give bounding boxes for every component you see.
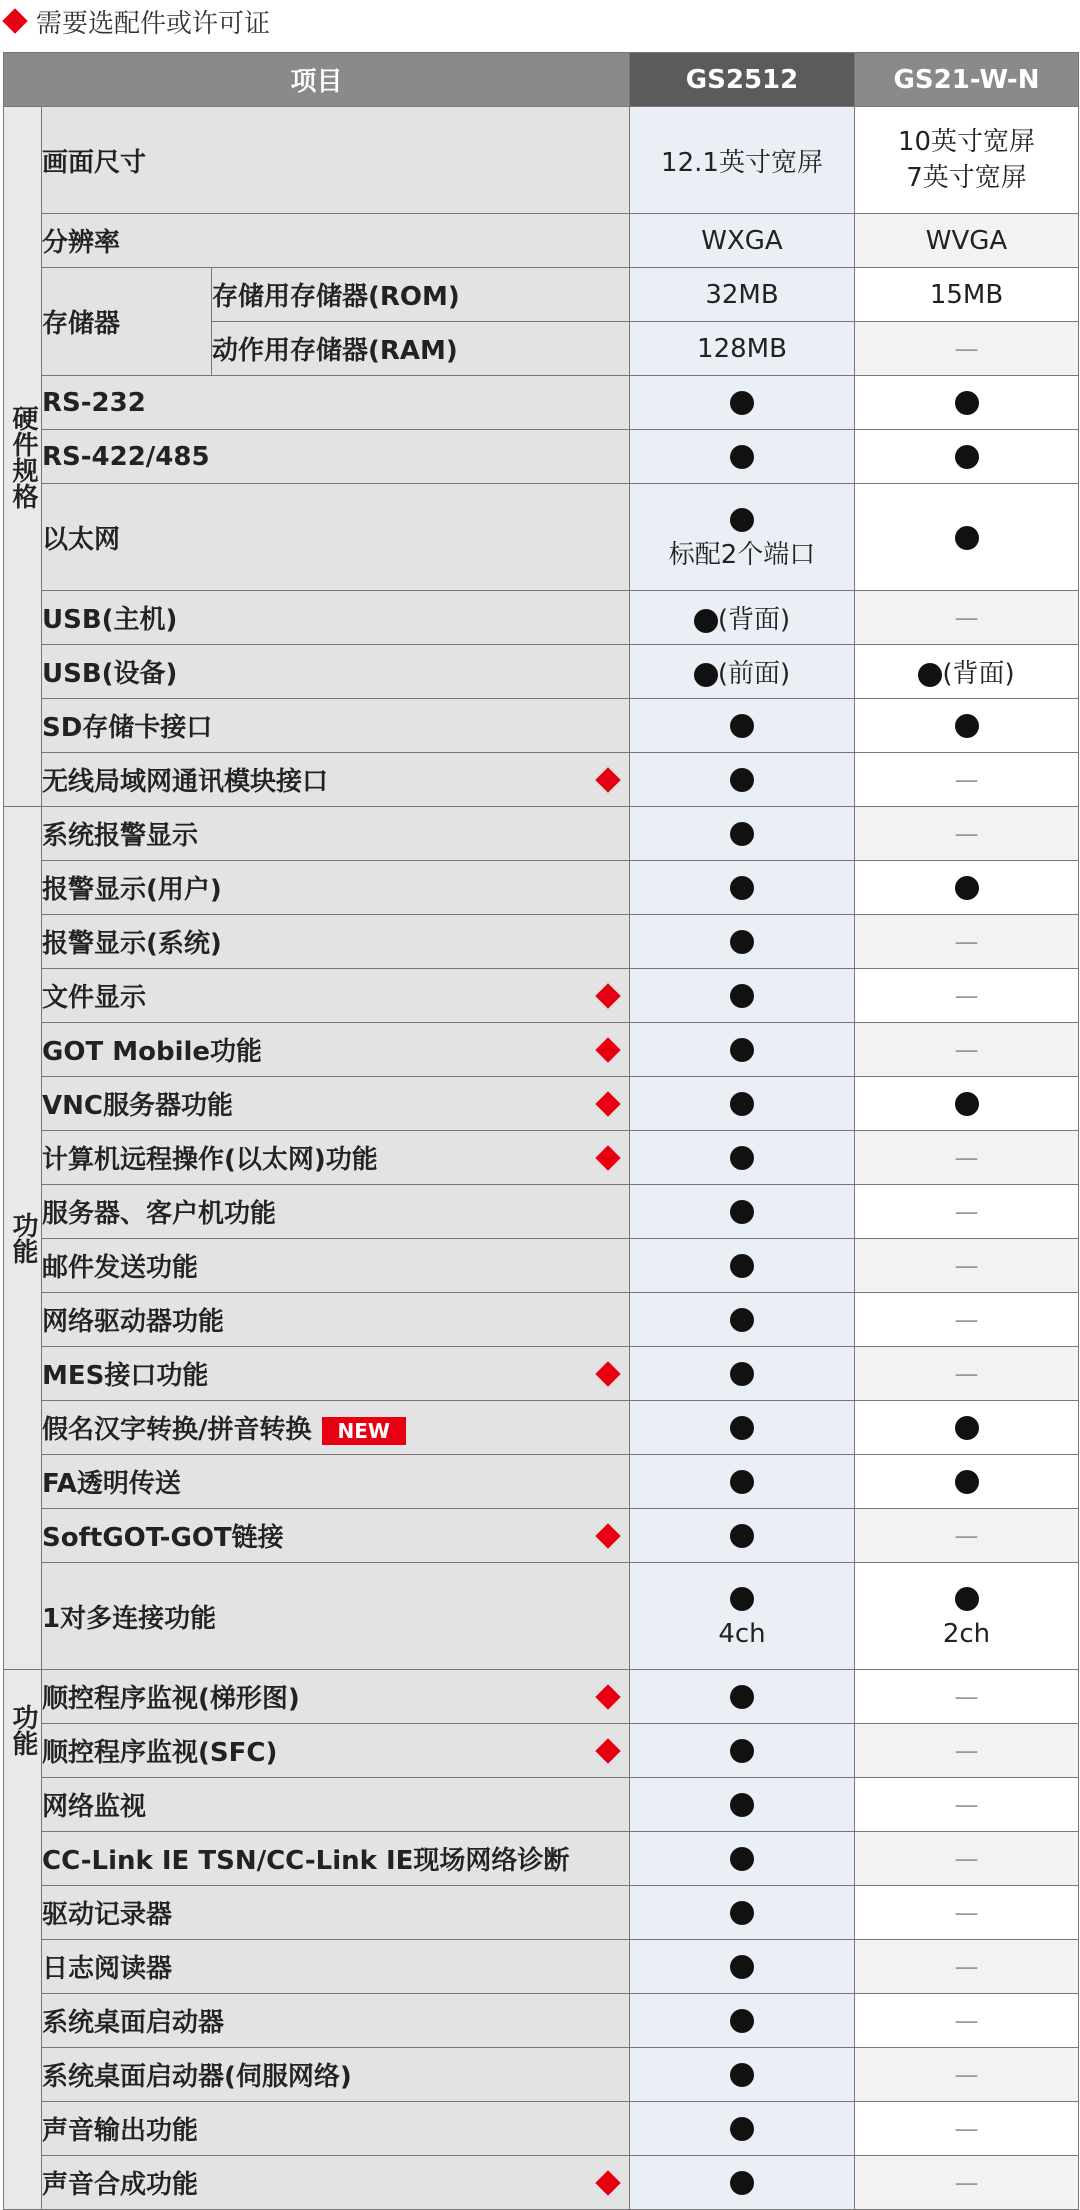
table-header-row (4, 53, 1079, 107)
cell-gs2512 (630, 1293, 855, 1347)
table-row (4, 2102, 1079, 2156)
cell-gs21 (855, 753, 1079, 807)
table-row (4, 1509, 1079, 1563)
filled-dot-icon (730, 1955, 754, 1979)
cell-gs2512 (630, 1509, 855, 1563)
diamond-icon (595, 2170, 620, 2195)
row-label: 系统桌面启动器(伺服网络) (42, 2048, 630, 2102)
new-badge: NEW (322, 1417, 406, 1445)
row-label: 服务器、客户机功能 (42, 1185, 630, 1239)
dash: — (954, 1682, 979, 1711)
category-function (4, 1670, 42, 2210)
dash: — (954, 819, 979, 848)
table-row (4, 1185, 1079, 1239)
cell-text: (前面) (717, 659, 791, 689)
cell-gs2512 (630, 430, 855, 484)
filled-dot-icon (730, 1254, 754, 1278)
diamond-icon (595, 1523, 620, 1548)
cell-gs2512 (630, 484, 855, 591)
cell-gs2512: 128MB (630, 322, 855, 376)
filled-dot-icon (694, 663, 718, 687)
dash: — (954, 2006, 979, 2035)
filled-dot-icon (730, 1793, 754, 1817)
row-label-cell (42, 969, 630, 1023)
table-row (4, 1293, 1079, 1347)
table-row (4, 1077, 1079, 1131)
diamond-icon (595, 983, 620, 1008)
cell-gs21 (855, 1940, 1079, 1994)
cell-gs2512: WXGA (630, 214, 855, 268)
row-label: 报警显示(用户) (42, 861, 630, 915)
cell-gs2512 (630, 915, 855, 969)
cell-gs2512 (630, 969, 855, 1023)
cell-gs21: WVGA (855, 214, 1079, 268)
dash: — (954, 1035, 979, 1064)
row-label: USB(主机) (42, 591, 630, 645)
filled-dot-icon (955, 1416, 979, 1440)
row-label: 假名汉字转换/拼音转换 (42, 1415, 312, 1445)
cell-gs2512 (630, 1994, 855, 2048)
dash: — (954, 1143, 979, 1172)
row-label-cell (42, 1347, 630, 1401)
filled-dot-icon (730, 445, 754, 469)
filled-dot-icon (730, 2009, 754, 2033)
cell-gs21 (855, 484, 1079, 591)
cell-gs21 (855, 1509, 1079, 1563)
table-row (4, 484, 1079, 591)
dash: — (954, 981, 979, 1010)
row-label: SD存储卡接口 (42, 699, 630, 753)
row-label-cell (42, 2156, 630, 2210)
row-label: 网络监视 (42, 1778, 630, 1832)
cell-gs21 (855, 699, 1079, 753)
cell-gs2512 (630, 2102, 855, 2156)
row-label: SoftGOT-GOT链接 (42, 1523, 284, 1553)
cell-gs21 (855, 1994, 1079, 2048)
header-item: 项目 (4, 53, 630, 107)
cell-gs21 (855, 107, 1079, 214)
cell-gs2512 (630, 1239, 855, 1293)
table-row (4, 1832, 1079, 1886)
table-row (4, 1670, 1079, 1724)
table-row (4, 1131, 1079, 1185)
row-label: 系统报警显示 (42, 807, 630, 861)
filled-dot-icon (694, 609, 718, 633)
row-label: 文件显示 (42, 983, 147, 1013)
cell-gs21 (855, 1401, 1079, 1455)
filled-dot-icon (730, 2171, 754, 2195)
cell-gs2512 (630, 753, 855, 807)
table-row (4, 430, 1079, 484)
cell-gs21 (855, 1724, 1079, 1778)
row-label: 分辨率 (42, 214, 630, 268)
row-label-cell (42, 1131, 630, 1185)
table-row (4, 1239, 1079, 1293)
cell-gs21 (855, 1778, 1079, 1832)
cell-gs21 (855, 861, 1079, 915)
row-label: 网络驱动器功能 (42, 1293, 630, 1347)
row-label: 系统桌面启动器 (42, 1994, 630, 2048)
table-row (4, 1778, 1079, 1832)
dash: — (954, 927, 979, 956)
filled-dot-icon (730, 1038, 754, 1062)
cell-gs21 (855, 969, 1079, 1023)
category-label: 功能 (8, 1703, 38, 1756)
row-label: CC-Link IE TSN/CC-Link IE现场网络诊断 (42, 1832, 630, 1886)
cell-line: 10英寸宽屏 (897, 127, 1036, 157)
table-row (4, 645, 1079, 699)
cell-gs21 (855, 1563, 1079, 1670)
diamond-icon (595, 1361, 620, 1386)
row-label: 计算机远程操作(以太网)功能 (42, 1145, 378, 1175)
filled-dot-icon (955, 1470, 979, 1494)
cell-gs21 (855, 1670, 1079, 1724)
cell-gs21 (855, 376, 1079, 430)
filled-dot-icon (730, 768, 754, 792)
row-label: 驱动记录器 (42, 1886, 630, 1940)
filled-dot-icon (955, 391, 979, 415)
cell-gs21 (855, 2048, 1079, 2102)
filled-dot-icon (730, 391, 754, 415)
dash: — (954, 1736, 979, 1765)
row-label: 声音输出功能 (42, 2102, 630, 2156)
dash: — (954, 1359, 979, 1388)
cell-gs2512: 32MB (630, 268, 855, 322)
table-row (4, 1994, 1079, 2048)
cell-gs21 (855, 807, 1079, 861)
row-label: 存储器 (42, 268, 212, 376)
row-label-cell (42, 1023, 630, 1077)
cell-gs2512 (630, 1347, 855, 1401)
dash: — (954, 1521, 979, 1550)
cell-gs21 (855, 915, 1079, 969)
dash: — (954, 2168, 979, 2197)
table-row (4, 753, 1079, 807)
table-row (4, 1563, 1079, 1670)
filled-dot-icon (730, 1901, 754, 1925)
cell-gs21 (855, 1131, 1079, 1185)
dash: — (954, 1197, 979, 1226)
table-row (4, 861, 1079, 915)
row-label: 无线局域网通讯模块接口 (42, 767, 329, 797)
cell-gs21 (855, 1886, 1079, 1940)
filled-dot-icon (955, 714, 979, 738)
row-label: USB(设备) (42, 645, 630, 699)
cell-gs21 (855, 322, 1079, 376)
table-row (4, 214, 1079, 268)
cell-gs2512 (630, 1023, 855, 1077)
filled-dot-icon (730, 714, 754, 738)
table-row (4, 1886, 1079, 1940)
table-row (4, 1940, 1079, 1994)
filled-dot-icon (730, 1524, 754, 1548)
category-label: 硬件规格 (8, 404, 38, 509)
filled-dot-icon (730, 822, 754, 846)
table-row (4, 915, 1079, 969)
cell-gs21 (855, 1832, 1079, 1886)
row-label: GOT Mobile功能 (42, 1037, 263, 1067)
cell-gs21 (855, 645, 1079, 699)
cell-gs2512 (630, 1670, 855, 1724)
dash: — (954, 1790, 979, 1819)
dash: — (954, 2114, 979, 2143)
cell-gs21 (855, 1239, 1079, 1293)
cell-line: 2ch (942, 1619, 991, 1649)
cell-gs2512 (630, 1832, 855, 1886)
filled-dot-icon (730, 1146, 754, 1170)
filled-dot-icon (955, 1092, 979, 1116)
filled-dot-icon (730, 1092, 754, 1116)
row-label: RS-422/485 (42, 430, 630, 484)
row-label: VNC服务器功能 (42, 1091, 233, 1121)
row-label: 报警显示(系统) (42, 915, 630, 969)
filled-dot-icon (955, 526, 979, 550)
cell-gs21 (855, 2156, 1079, 2210)
filled-dot-icon (730, 2117, 754, 2141)
diamond-icon (595, 1684, 620, 1709)
filled-dot-icon (730, 1362, 754, 1386)
filled-dot-icon (730, 1847, 754, 1871)
cell-gs2512 (630, 1185, 855, 1239)
cell-gs2512 (630, 645, 855, 699)
dash: — (954, 1952, 979, 1981)
cell-gs2512 (630, 699, 855, 753)
filled-dot-icon (730, 1416, 754, 1440)
cell-gs2512 (630, 1131, 855, 1185)
row-label-cell (42, 1401, 630, 1455)
row-label: 1对多连接功能 (42, 1563, 630, 1670)
header-gs21: GS21-W-N (855, 53, 1079, 107)
diamond-icon (2, 8, 27, 33)
dash: — (954, 2060, 979, 2089)
cell-gs2512 (630, 807, 855, 861)
filled-dot-icon (730, 1470, 754, 1494)
cell-gs2512 (630, 2048, 855, 2102)
row-label-cell (42, 1670, 630, 1724)
table-row (4, 1724, 1079, 1778)
row-label-cell (42, 1724, 630, 1778)
cell-gs2512 (630, 1778, 855, 1832)
cell-line: 标配2个端口 (668, 540, 816, 570)
row-label: RS-232 (42, 376, 630, 430)
cell-gs2512 (630, 376, 855, 430)
row-label-cell (42, 1509, 630, 1563)
row-label: 邮件发送功能 (42, 1239, 630, 1293)
table-row (4, 1401, 1079, 1455)
filled-dot-icon (730, 1685, 754, 1709)
dash: — (954, 1844, 979, 1873)
filled-dot-icon (918, 663, 942, 687)
dash: — (954, 765, 979, 794)
cell-gs2512 (630, 591, 855, 645)
filled-dot-icon (730, 1587, 754, 1611)
row-label: 画面尺寸 (42, 107, 630, 214)
dash: — (954, 334, 979, 363)
row-label: 顺控程序监视(SFC) (42, 1738, 278, 1768)
filled-dot-icon (730, 930, 754, 954)
row-label: FA透明传送 (42, 1455, 630, 1509)
cell-gs2512 (630, 1940, 855, 1994)
table-row (4, 699, 1079, 753)
category-hardware (4, 107, 42, 807)
row-label: 顺控程序监视(梯形图) (42, 1684, 300, 1714)
filled-dot-icon (730, 2063, 754, 2087)
cell-gs2512 (630, 1455, 855, 1509)
dash: — (954, 1898, 979, 1927)
table-row (4, 107, 1079, 214)
cell-gs2512 (630, 1724, 855, 1778)
diamond-icon (595, 767, 620, 792)
cell-gs21 (855, 1077, 1079, 1131)
table-row (4, 2048, 1079, 2102)
cell-gs2512 (630, 1077, 855, 1131)
row-label-cell (42, 1077, 630, 1131)
cell-gs2512 (630, 2156, 855, 2210)
cell-gs21 (855, 1023, 1079, 1077)
cell-line: 7英寸宽屏 (906, 163, 1027, 193)
diamond-icon (595, 1037, 620, 1062)
cell-gs21 (855, 1185, 1079, 1239)
table-row (4, 268, 1079, 322)
table-row (4, 1347, 1079, 1401)
table-row (4, 591, 1079, 645)
filled-dot-icon (955, 876, 979, 900)
table-row (4, 2156, 1079, 2210)
cell-gs2512 (630, 1886, 855, 1940)
table-row (4, 1023, 1079, 1077)
cell-gs21 (855, 1455, 1079, 1509)
header-gs2512: GS2512 (630, 53, 855, 107)
cell-gs21 (855, 430, 1079, 484)
category-function (4, 807, 42, 1670)
diamond-icon (595, 1738, 620, 1763)
cell-gs21: 15MB (855, 268, 1079, 322)
spec-table (3, 52, 1079, 2210)
table-row (4, 1455, 1079, 1509)
row-sublabel: 动作用存储器(RAM) (212, 322, 630, 376)
cell-gs21 (855, 2102, 1079, 2156)
dash: — (954, 1251, 979, 1280)
row-label: MES接口功能 (42, 1361, 209, 1391)
row-label-cell (42, 753, 630, 807)
cell-gs2512: 12.1英寸宽屏 (630, 107, 855, 214)
filled-dot-icon (730, 876, 754, 900)
cell-line: 4ch (718, 1619, 766, 1649)
row-sublabel: 存储用存储器(ROM) (212, 268, 630, 322)
legend-text: 需要选配件或许可证 (36, 8, 271, 39)
cell-gs21 (855, 591, 1079, 645)
filled-dot-icon (955, 445, 979, 469)
diamond-icon (595, 1145, 620, 1170)
table-row (4, 376, 1079, 430)
filled-dot-icon (730, 1739, 754, 1763)
row-label: 声音合成功能 (42, 2170, 199, 2200)
row-label: 以太网 (42, 484, 630, 591)
table-row (4, 969, 1079, 1023)
cell-gs2512 (630, 861, 855, 915)
filled-dot-icon (730, 984, 754, 1008)
cell-gs2512 (630, 1401, 855, 1455)
legend (0, 0, 270, 42)
table-row (4, 807, 1079, 861)
dash: — (954, 603, 979, 632)
filled-dot-icon (730, 1308, 754, 1332)
cell-text: (背面) (717, 605, 791, 635)
cell-gs21 (855, 1347, 1079, 1401)
filled-dot-icon (955, 1587, 979, 1611)
cell-gs21 (855, 1293, 1079, 1347)
row-label: 日志阅读器 (42, 1940, 630, 1994)
filled-dot-icon (730, 1200, 754, 1224)
dash: — (954, 1305, 979, 1334)
cell-text: (背面) (942, 659, 1015, 689)
diamond-icon (595, 1091, 620, 1116)
filled-dot-icon (730, 508, 754, 532)
cell-gs2512 (630, 1563, 855, 1670)
category-label: 功能 (8, 1212, 38, 1264)
